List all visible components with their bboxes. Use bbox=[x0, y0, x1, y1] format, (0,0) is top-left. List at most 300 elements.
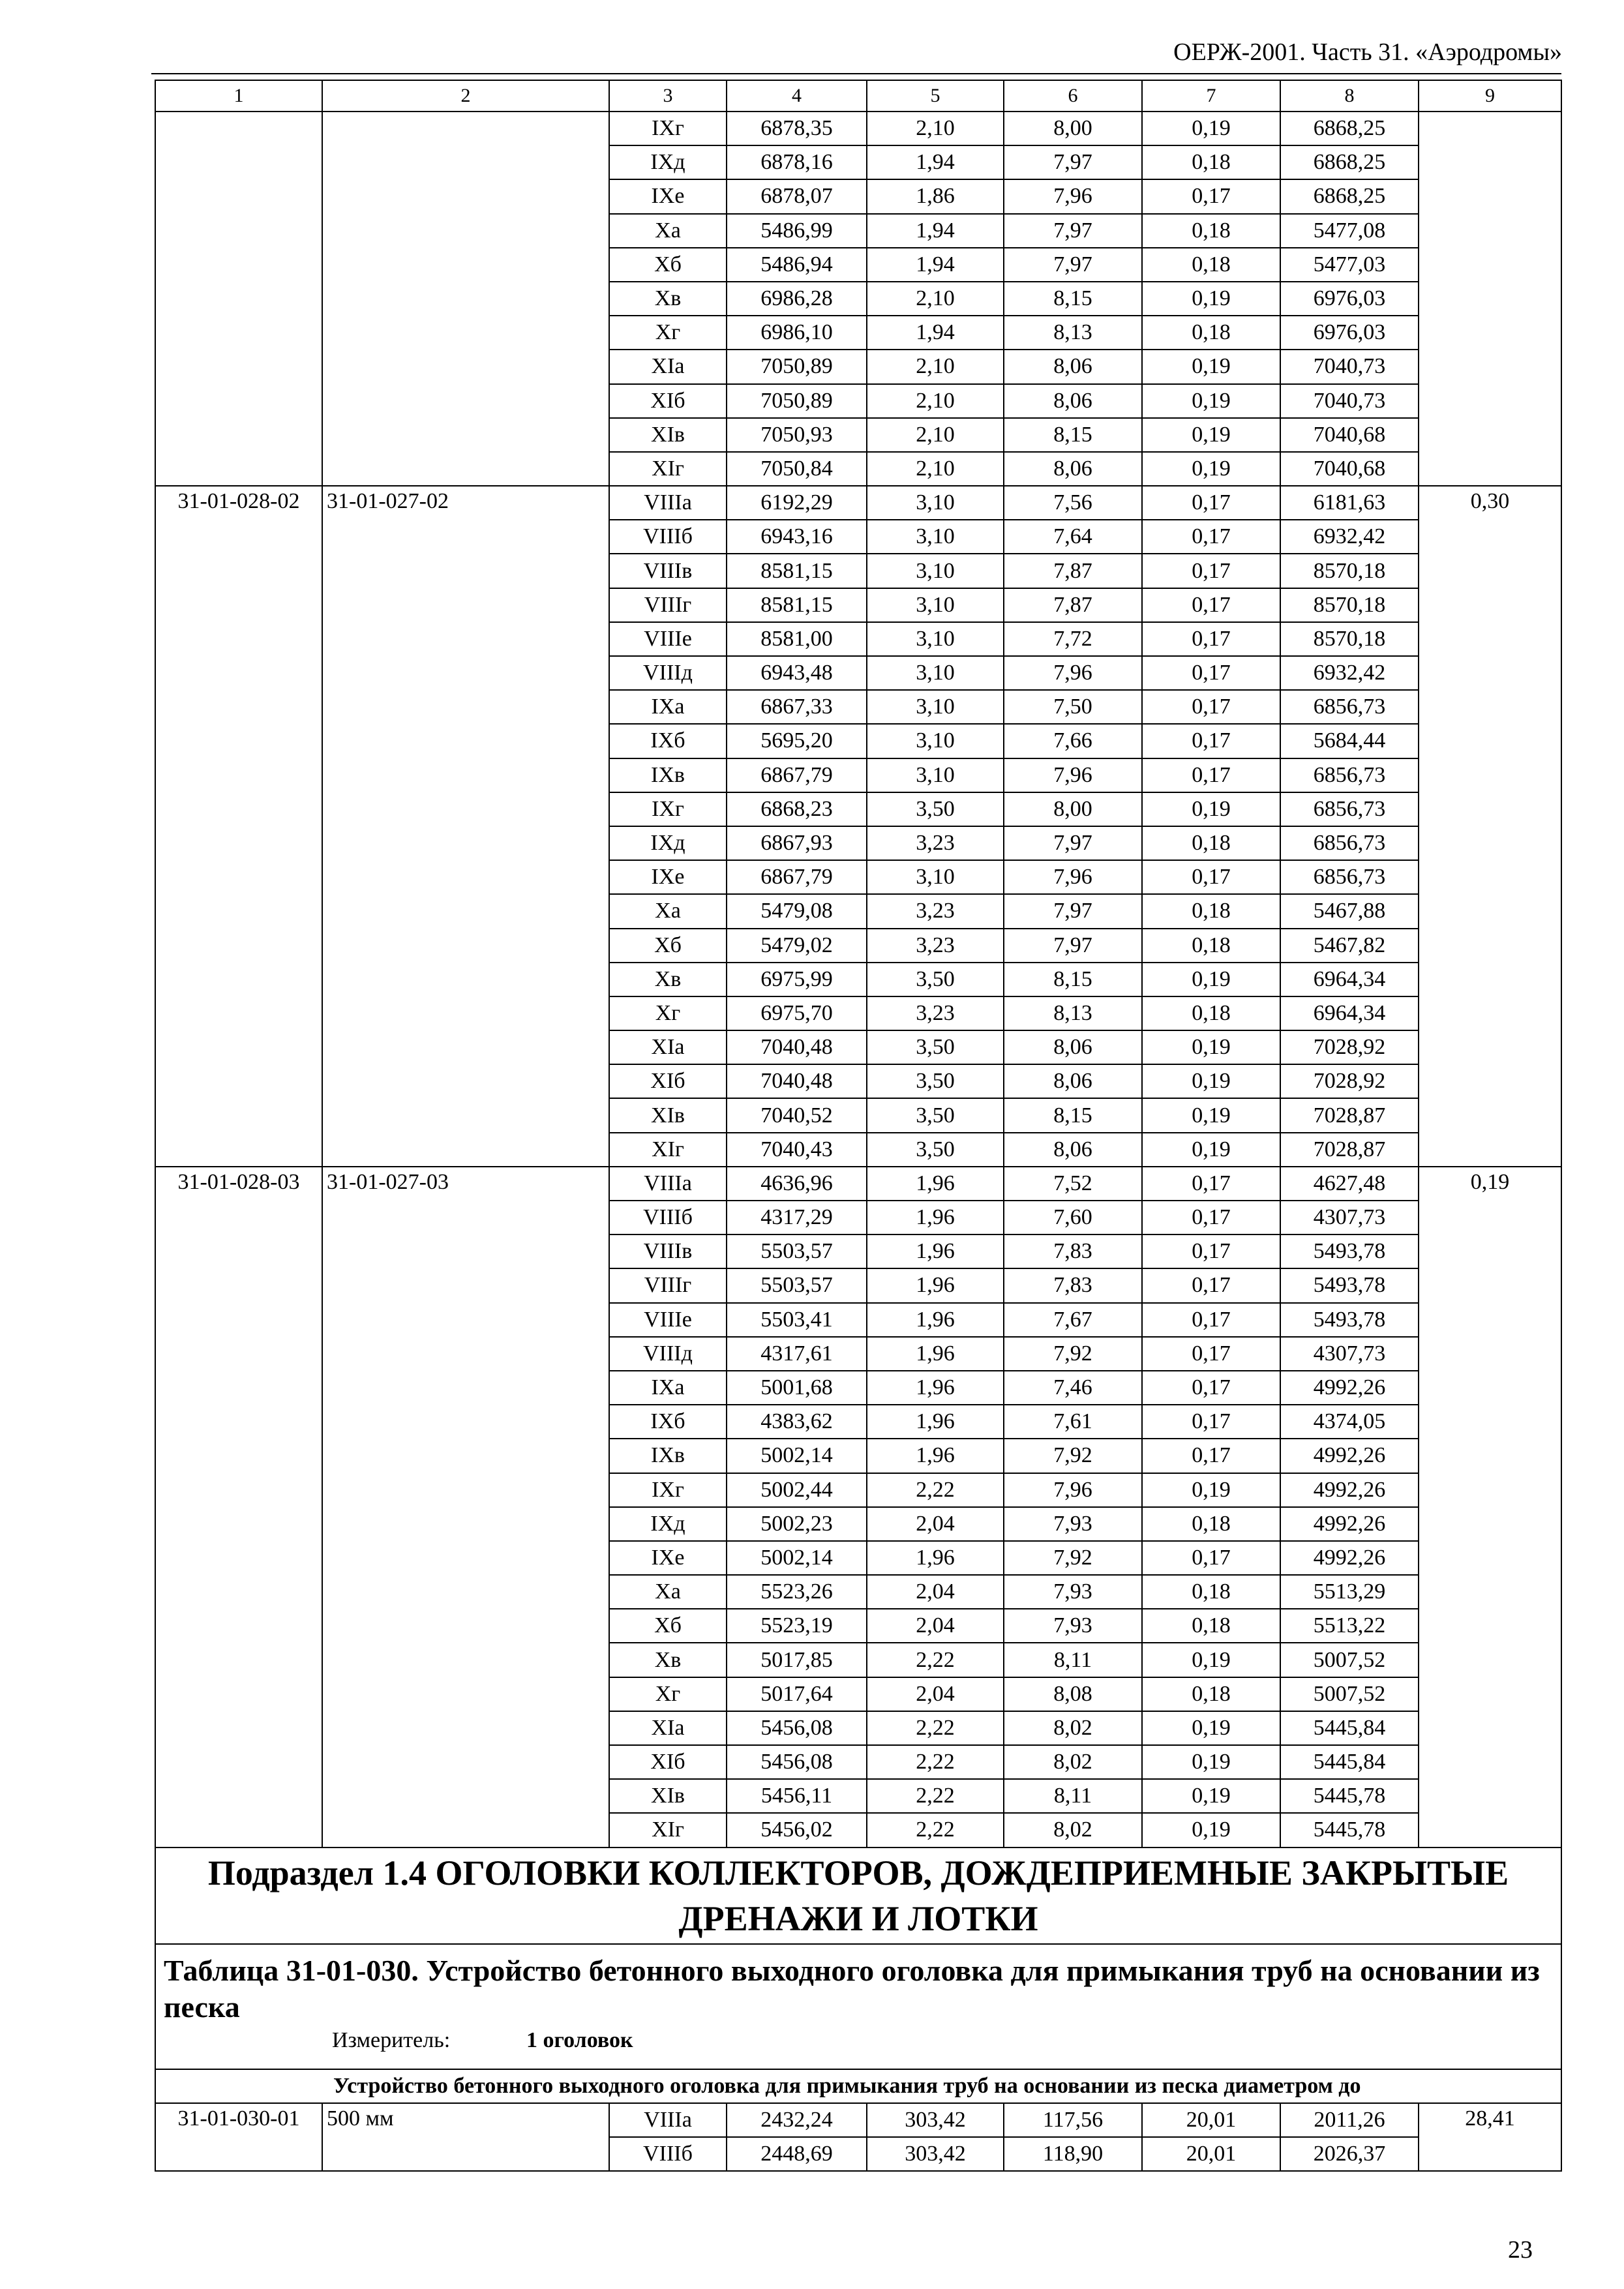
table-cell: 0,19 bbox=[1142, 452, 1280, 486]
table-cell: 0,17 bbox=[1142, 1234, 1280, 1268]
table-cell: 0,19 bbox=[1142, 1813, 1280, 1847]
table-cell: 6181,63 bbox=[1280, 486, 1419, 520]
table-cell: 0,19 bbox=[1142, 963, 1280, 996]
table-cell: 6867,79 bbox=[727, 758, 867, 792]
table-cell: 2,04 bbox=[867, 1677, 1004, 1711]
table-cell: Xб bbox=[609, 248, 727, 282]
table-cell: 7,97 bbox=[1004, 145, 1142, 179]
table-cell: 0,18 bbox=[1142, 1575, 1280, 1609]
column-number: 3 bbox=[609, 80, 727, 112]
table-cell: 7,92 bbox=[1004, 1439, 1142, 1473]
table-cell: Xа bbox=[609, 894, 727, 928]
table-cell: 5017,64 bbox=[727, 1677, 867, 1711]
table-cell: 0,17 bbox=[1142, 1541, 1280, 1575]
table-cell: 8,06 bbox=[1004, 1064, 1142, 1098]
table-cell: IXг bbox=[609, 792, 727, 826]
column-number: 6 bbox=[1004, 80, 1142, 112]
table-cell: 1,94 bbox=[867, 145, 1004, 179]
table-cell: 1,96 bbox=[867, 1439, 1004, 1473]
table-cell: 3,10 bbox=[867, 554, 1004, 588]
table-cell: 3,10 bbox=[867, 520, 1004, 554]
norm-col9-value: 28,41 bbox=[1419, 2103, 1561, 2171]
table-cell: VIIIг bbox=[609, 588, 727, 622]
table-cell: 0,17 bbox=[1142, 1337, 1280, 1371]
table-cell: 0,18 bbox=[1142, 894, 1280, 928]
table-cell: 8,06 bbox=[1004, 1030, 1142, 1064]
table-cell: 5445,78 bbox=[1280, 1813, 1419, 1847]
table-cell: Xб bbox=[609, 1609, 727, 1643]
table-cell: 5445,84 bbox=[1280, 1745, 1419, 1779]
table-cell: VIIIа bbox=[609, 486, 727, 520]
table-cell: XIб bbox=[609, 1745, 727, 1779]
column-number: 8 bbox=[1280, 80, 1419, 112]
table-row bbox=[155, 2103, 1561, 2137]
table-cell: 7,46 bbox=[1004, 1371, 1142, 1405]
table-cell: 0,17 bbox=[1142, 179, 1280, 213]
table-cell: 0,18 bbox=[1142, 1609, 1280, 1643]
table-cell: 6868,25 bbox=[1280, 145, 1419, 179]
norm-col9-value: 0,30 bbox=[1419, 486, 1561, 1167]
table-cell: 5503,57 bbox=[727, 1234, 867, 1268]
subsection-row bbox=[155, 1848, 1561, 1944]
table-cell: 7,87 bbox=[1004, 588, 1142, 622]
table-cell: 3,10 bbox=[867, 486, 1004, 520]
table-cell: 3,10 bbox=[867, 860, 1004, 894]
table-cell: 1,96 bbox=[867, 1303, 1004, 1337]
table-cell: 7028,92 bbox=[1280, 1030, 1419, 1064]
table-cell: 3,50 bbox=[867, 1030, 1004, 1064]
table-cell: VIIIб bbox=[609, 2137, 727, 2171]
table-cell: 6976,03 bbox=[1280, 316, 1419, 350]
table-cell: 303,42 bbox=[867, 2103, 1004, 2137]
table-cell: 8,15 bbox=[1004, 418, 1142, 452]
running-header: ОЕРЖ-2001. Часть 31. «Аэродромы» bbox=[1173, 38, 1562, 66]
table-cell: 0,19 bbox=[1142, 1745, 1280, 1779]
table-cell: 7050,89 bbox=[727, 350, 867, 383]
table-cell: VIIIв bbox=[609, 554, 727, 588]
table-cell: 8581,15 bbox=[727, 588, 867, 622]
table-cell: XIб bbox=[609, 1064, 727, 1098]
table-cell: 1,94 bbox=[867, 214, 1004, 248]
norm-code: 31-01-030-01 bbox=[155, 2103, 322, 2171]
table-cell: Xг bbox=[609, 1677, 727, 1711]
table-cell: 6986,28 bbox=[727, 282, 867, 316]
table-cell: 4627,48 bbox=[1280, 1167, 1419, 1201]
table-cell: 8,13 bbox=[1004, 316, 1142, 350]
code-cell-continued bbox=[155, 112, 322, 486]
table-cell: 0,18 bbox=[1142, 316, 1280, 350]
table-cell: XIв bbox=[609, 418, 727, 452]
table-cell: 3,23 bbox=[867, 996, 1004, 1030]
table-cell: 0,18 bbox=[1142, 996, 1280, 1030]
table-cell: 0,19 bbox=[1142, 1473, 1280, 1507]
table-cell: 0,18 bbox=[1142, 1507, 1280, 1541]
table-cell: 8,15 bbox=[1004, 282, 1142, 316]
norm-col9-value: 0,19 bbox=[1419, 1167, 1561, 1848]
table-cell: 2,10 bbox=[867, 282, 1004, 316]
table-cell: IXе bbox=[609, 179, 727, 213]
table-cell: 0,18 bbox=[1142, 929, 1280, 963]
table-cell: 0,17 bbox=[1142, 724, 1280, 758]
table-cell: 7,92 bbox=[1004, 1337, 1142, 1371]
column-number: 7 bbox=[1142, 80, 1280, 112]
table-cell: 3,10 bbox=[867, 724, 1004, 758]
norm-reference: 31-01-027-02 bbox=[322, 486, 609, 1167]
table-cell: 8570,18 bbox=[1280, 554, 1419, 588]
table-cell: 6975,99 bbox=[727, 963, 867, 996]
table-cell: 0,17 bbox=[1142, 1167, 1280, 1201]
table-cell: 0,17 bbox=[1142, 656, 1280, 690]
table-cell: 4317,61 bbox=[727, 1337, 867, 1371]
table-cell: 3,23 bbox=[867, 894, 1004, 928]
table-cell: 2,22 bbox=[867, 1779, 1004, 1813]
table-cell: 6192,29 bbox=[727, 486, 867, 520]
table-cell: 6932,42 bbox=[1280, 656, 1419, 690]
table-cell: 2011,26 bbox=[1280, 2103, 1419, 2137]
table-cell: XIа bbox=[609, 350, 727, 383]
table-cell: VIIIг bbox=[609, 1268, 727, 1302]
table-cell: 0,18 bbox=[1142, 214, 1280, 248]
table-cell: 5456,08 bbox=[727, 1745, 867, 1779]
table-cell: 8,13 bbox=[1004, 996, 1142, 1030]
table-cell: VIIIд bbox=[609, 1337, 727, 1371]
table-cell: 6964,34 bbox=[1280, 963, 1419, 996]
table-cell: 1,96 bbox=[867, 1541, 1004, 1575]
table-cell: 7040,43 bbox=[727, 1133, 867, 1167]
table-cell: 7050,84 bbox=[727, 452, 867, 486]
table-cell: 1,96 bbox=[867, 1201, 1004, 1234]
table-cell: 6856,73 bbox=[1280, 792, 1419, 826]
table-cell: 5523,26 bbox=[727, 1575, 867, 1609]
table-cell: 5503,41 bbox=[727, 1303, 867, 1337]
table-cell: Xа bbox=[609, 214, 727, 248]
table-row bbox=[155, 112, 1561, 145]
table-cell: 0,19 bbox=[1142, 1711, 1280, 1745]
table-cell: 4307,73 bbox=[1280, 1201, 1419, 1234]
norm-code: 31-01-028-02 bbox=[155, 486, 322, 1167]
table-row bbox=[155, 1167, 1561, 1201]
table-cell: Xв bbox=[609, 963, 727, 996]
table-cell: 5445,78 bbox=[1280, 1779, 1419, 1813]
table-cell: 0,18 bbox=[1142, 1677, 1280, 1711]
table-cell: XIг bbox=[609, 452, 727, 486]
table-cell: 7,87 bbox=[1004, 554, 1142, 588]
table-cell: 6878,07 bbox=[727, 179, 867, 213]
table-cell: 4992,26 bbox=[1280, 1473, 1419, 1507]
table-cell: 2,04 bbox=[867, 1575, 1004, 1609]
table-cell: 7,83 bbox=[1004, 1268, 1142, 1302]
table-cell: 6878,35 bbox=[727, 112, 867, 145]
table-cell: IXд bbox=[609, 826, 727, 860]
ref-cell-continued bbox=[322, 112, 609, 486]
table-cell: 7,93 bbox=[1004, 1609, 1142, 1643]
table-cell: 5477,08 bbox=[1280, 214, 1419, 248]
table-cell: 6868,25 bbox=[1280, 179, 1419, 213]
table-cell: 7,96 bbox=[1004, 179, 1142, 213]
table-cell: 5493,78 bbox=[1280, 1303, 1419, 1337]
table-cell: 7,97 bbox=[1004, 248, 1142, 282]
table-cell: VIIIд bbox=[609, 656, 727, 690]
table-cell: 7050,93 bbox=[727, 418, 867, 452]
table-cell: 3,50 bbox=[867, 963, 1004, 996]
table-cell: IXб bbox=[609, 724, 727, 758]
table-cell: 7040,73 bbox=[1280, 384, 1419, 418]
table-cell: 1,96 bbox=[867, 1405, 1004, 1439]
work-description: Устройство бетонного выходного оголовка для примыкания труб на основании из песка диаметром до bbox=[155, 2069, 1561, 2103]
unit-label: Измеритель: bbox=[332, 2027, 451, 2052]
table-cell: 5695,20 bbox=[727, 724, 867, 758]
table-cell: VIIIе bbox=[609, 622, 727, 656]
table-cell: 0,17 bbox=[1142, 1439, 1280, 1473]
table-cell: 0,17 bbox=[1142, 1405, 1280, 1439]
table-cell: 5513,29 bbox=[1280, 1575, 1419, 1609]
table-cell: 5479,02 bbox=[727, 929, 867, 963]
table-cell: IXд bbox=[609, 1507, 727, 1541]
unit-value: 1 оголовок bbox=[526, 2027, 633, 2052]
table-row bbox=[155, 486, 1561, 520]
table-cell: 6867,33 bbox=[727, 690, 867, 724]
table-cell: 7040,52 bbox=[727, 1098, 867, 1132]
table-cell: XIа bbox=[609, 1030, 727, 1064]
table-cell: 3,10 bbox=[867, 622, 1004, 656]
table-cell: 20,01 bbox=[1142, 2137, 1280, 2171]
table-cell: 7028,87 bbox=[1280, 1098, 1419, 1132]
table-cell: 5467,88 bbox=[1280, 894, 1419, 928]
table-cell: 3,23 bbox=[867, 929, 1004, 963]
table-cell: 7040,73 bbox=[1280, 350, 1419, 383]
table-cell: 6856,73 bbox=[1280, 826, 1419, 860]
table-cell: 7,96 bbox=[1004, 1473, 1142, 1507]
table-cell: 1,96 bbox=[867, 1234, 1004, 1268]
table-cell: 7040,48 bbox=[727, 1030, 867, 1064]
norm-reference: 500 мм bbox=[322, 2103, 609, 2171]
table-cell: 3,50 bbox=[867, 1064, 1004, 1098]
table-cell: 7028,87 bbox=[1280, 1133, 1419, 1167]
table-cell: 2,10 bbox=[867, 418, 1004, 452]
table-cell: IXг bbox=[609, 112, 727, 145]
description-row bbox=[155, 2069, 1561, 2103]
table-cell: 7,67 bbox=[1004, 1303, 1142, 1337]
table-cell: 1,86 bbox=[867, 179, 1004, 213]
table-cell: 4374,05 bbox=[1280, 1405, 1419, 1439]
table-cell: 2,22 bbox=[867, 1711, 1004, 1745]
table-title-row bbox=[155, 1944, 1561, 2069]
table-cell: 5017,85 bbox=[727, 1643, 867, 1677]
table-cell: IXв bbox=[609, 758, 727, 792]
table-cell: 0,18 bbox=[1142, 248, 1280, 282]
table-cell: 7,56 bbox=[1004, 486, 1142, 520]
table-cell: 0,17 bbox=[1142, 758, 1280, 792]
table-cell: 0,19 bbox=[1142, 1779, 1280, 1813]
header-rule bbox=[151, 73, 1561, 74]
table-cell: 7040,48 bbox=[727, 1064, 867, 1098]
table-cell: 5486,99 bbox=[727, 214, 867, 248]
table-cell: 5467,82 bbox=[1280, 929, 1419, 963]
table-cell: 5007,52 bbox=[1280, 1643, 1419, 1677]
table-cell: Xб bbox=[609, 929, 727, 963]
table-cell: 5456,11 bbox=[727, 1779, 867, 1813]
table-cell: 6975,70 bbox=[727, 996, 867, 1030]
table-cell: 7,61 bbox=[1004, 1405, 1142, 1439]
table-cell: 1,96 bbox=[867, 1167, 1004, 1201]
table-cell: 8,06 bbox=[1004, 1133, 1142, 1167]
table-cell: 8581,15 bbox=[727, 554, 867, 588]
table-cell: 7,93 bbox=[1004, 1507, 1142, 1541]
table-cell: 0,19 bbox=[1142, 350, 1280, 383]
table-cell: VIIIб bbox=[609, 1201, 727, 1234]
table-cell: 4992,26 bbox=[1280, 1439, 1419, 1473]
table-cell: 3,10 bbox=[867, 690, 1004, 724]
table-cell: 5007,52 bbox=[1280, 1677, 1419, 1711]
table-cell: 118,90 bbox=[1004, 2137, 1142, 2171]
table-cell: 2,10 bbox=[867, 384, 1004, 418]
norm-reference: 31-01-027-03 bbox=[322, 1167, 609, 1848]
table-cell: 7,97 bbox=[1004, 894, 1142, 928]
table-cell: 3,10 bbox=[867, 656, 1004, 690]
column-number: 4 bbox=[727, 80, 867, 112]
table-cell: 8,02 bbox=[1004, 1813, 1142, 1847]
table-cell: 8570,18 bbox=[1280, 588, 1419, 622]
table-cell: 0,17 bbox=[1142, 860, 1280, 894]
table-cell: 6964,34 bbox=[1280, 996, 1419, 1030]
table-cell: 5486,94 bbox=[727, 248, 867, 282]
table-cell: 0,19 bbox=[1142, 792, 1280, 826]
table-cell: 8,06 bbox=[1004, 350, 1142, 383]
table-cell: 4383,62 bbox=[727, 1405, 867, 1439]
table-cell: 0,19 bbox=[1142, 1098, 1280, 1132]
column-number: 1 bbox=[155, 80, 322, 112]
table-cell: 117,56 bbox=[1004, 2103, 1142, 2137]
table-cell: 7,72 bbox=[1004, 622, 1142, 656]
table-cell: 5456,08 bbox=[727, 1711, 867, 1745]
table-cell: 0,17 bbox=[1142, 588, 1280, 622]
table-cell: 6986,10 bbox=[727, 316, 867, 350]
table-cell: 6943,48 bbox=[727, 656, 867, 690]
table-cell: 1,94 bbox=[867, 248, 1004, 282]
table-cell: 0,19 bbox=[1142, 1643, 1280, 1677]
table-cell: IXв bbox=[609, 1439, 727, 1473]
table-cell: XIб bbox=[609, 384, 727, 418]
table-cell: 2,22 bbox=[867, 1813, 1004, 1847]
table-cell: 0,17 bbox=[1142, 520, 1280, 554]
table-cell: 6943,16 bbox=[727, 520, 867, 554]
table-cell: 6868,25 bbox=[1280, 112, 1419, 145]
table-cell: 8,06 bbox=[1004, 384, 1142, 418]
table-cell: 0,19 bbox=[1142, 112, 1280, 145]
table-cell: 8,15 bbox=[1004, 963, 1142, 996]
table-cell: 8,11 bbox=[1004, 1779, 1142, 1813]
table-cell: XIа bbox=[609, 1711, 727, 1745]
table-cell: 8,00 bbox=[1004, 112, 1142, 145]
table-cell: IXа bbox=[609, 1371, 727, 1405]
col9-cell-continued bbox=[1419, 112, 1561, 486]
norms-table bbox=[155, 80, 1562, 2172]
table-cell: 5445,84 bbox=[1280, 1711, 1419, 1745]
table-cell: 0,19 bbox=[1142, 1064, 1280, 1098]
table-title-cell bbox=[155, 1944, 1561, 2069]
table-cell: 8,11 bbox=[1004, 1643, 1142, 1677]
table-cell: 0,17 bbox=[1142, 1303, 1280, 1337]
table-cell: 0,17 bbox=[1142, 554, 1280, 588]
table-cell: 4636,96 bbox=[727, 1167, 867, 1201]
table-cell: 0,19 bbox=[1142, 384, 1280, 418]
table-cell: 8,06 bbox=[1004, 452, 1142, 486]
table-cell: 5002,14 bbox=[727, 1439, 867, 1473]
table-cell: 0,19 bbox=[1142, 418, 1280, 452]
table-cell: 0,19 bbox=[1142, 1133, 1280, 1167]
table-cell: IXб bbox=[609, 1405, 727, 1439]
table-cell: 6856,73 bbox=[1280, 690, 1419, 724]
table-cell: 6856,73 bbox=[1280, 758, 1419, 792]
table-cell: VIIIа bbox=[609, 2103, 727, 2137]
column-number: 5 bbox=[867, 80, 1004, 112]
table-cell: 6868,23 bbox=[727, 792, 867, 826]
table-cell: 0,17 bbox=[1142, 1371, 1280, 1405]
table-cell: 3,50 bbox=[867, 1133, 1004, 1167]
table-cell: 5523,19 bbox=[727, 1609, 867, 1643]
table-cell: 2026,37 bbox=[1280, 2137, 1419, 2171]
page-number: 23 bbox=[1508, 2236, 1533, 2264]
table-cell: VIIIе bbox=[609, 1303, 727, 1337]
table-cell: IXе bbox=[609, 1541, 727, 1575]
table-cell: VIIIа bbox=[609, 1167, 727, 1201]
table-cell: 6932,42 bbox=[1280, 520, 1419, 554]
table-title: Таблица 31-01-030. Устройство бетонного выходного оголовка для примыкания труб на основании из песка bbox=[164, 1953, 1540, 2024]
table-cell: 5493,78 bbox=[1280, 1234, 1419, 1268]
table-cell: 1,96 bbox=[867, 1268, 1004, 1302]
table-cell: 7,97 bbox=[1004, 214, 1142, 248]
table-cell: 3,50 bbox=[867, 792, 1004, 826]
table-cell: 2432,24 bbox=[727, 2103, 867, 2137]
table-cell: 8581,00 bbox=[727, 622, 867, 656]
table-cell: 2,04 bbox=[867, 1507, 1004, 1541]
table-cell: 2,22 bbox=[867, 1745, 1004, 1779]
table-cell: 5002,23 bbox=[727, 1507, 867, 1541]
table-cell: 3,23 bbox=[867, 826, 1004, 860]
table-cell: 4992,26 bbox=[1280, 1507, 1419, 1541]
table-cell: IXа bbox=[609, 690, 727, 724]
table-cell: 7,96 bbox=[1004, 656, 1142, 690]
table-cell: 7,97 bbox=[1004, 929, 1142, 963]
table-cell: 5456,02 bbox=[727, 1813, 867, 1847]
table-cell: 0,17 bbox=[1142, 486, 1280, 520]
table-cell: 1,96 bbox=[867, 1371, 1004, 1405]
table-cell: 0,17 bbox=[1142, 1201, 1280, 1234]
table-cell: Xв bbox=[609, 282, 727, 316]
table-cell: 4317,29 bbox=[727, 1201, 867, 1234]
table-cell: 7,93 bbox=[1004, 1575, 1142, 1609]
table-cell: 7040,68 bbox=[1280, 418, 1419, 452]
table-cell: 6867,93 bbox=[727, 826, 867, 860]
unit-line bbox=[164, 2029, 1553, 2052]
column-number-row bbox=[155, 80, 1561, 112]
table-cell: XIв bbox=[609, 1098, 727, 1132]
table-cell: 2,04 bbox=[867, 1609, 1004, 1643]
table-cell: Xг bbox=[609, 996, 727, 1030]
table-cell: 2,10 bbox=[867, 350, 1004, 383]
table-cell: 0,17 bbox=[1142, 690, 1280, 724]
table-cell: 0,18 bbox=[1142, 826, 1280, 860]
table-cell: 7,96 bbox=[1004, 758, 1142, 792]
table-cell: 7,60 bbox=[1004, 1201, 1142, 1234]
table-cell: 303,42 bbox=[867, 2137, 1004, 2171]
table-cell: 6856,73 bbox=[1280, 860, 1419, 894]
table-cell: 1,96 bbox=[867, 1337, 1004, 1371]
table-cell: 4992,26 bbox=[1280, 1541, 1419, 1575]
table-cell: 5001,68 bbox=[727, 1371, 867, 1405]
table-cell: 2,22 bbox=[867, 1643, 1004, 1677]
table-cell: 0,19 bbox=[1142, 1030, 1280, 1064]
